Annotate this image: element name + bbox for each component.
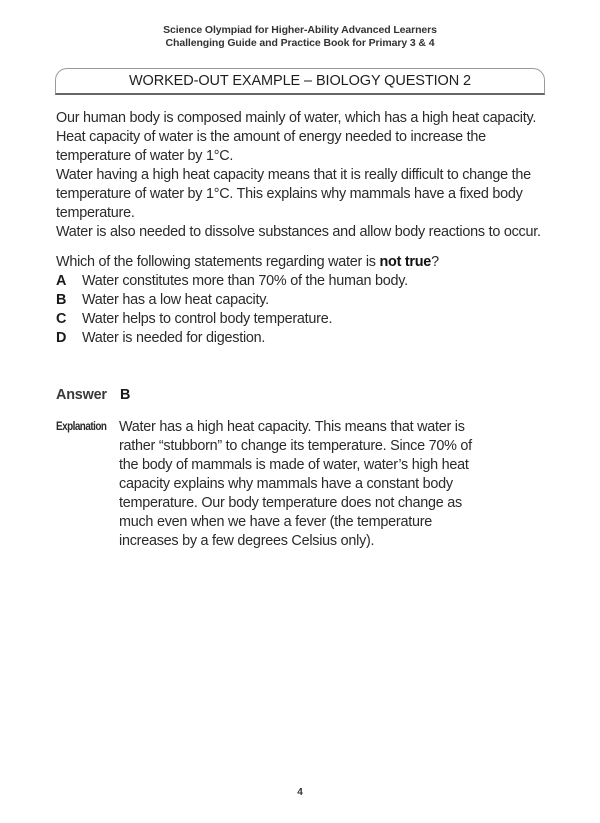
answer-options xyxy=(56,272,556,348)
answer-row xyxy=(56,386,130,405)
running-header xyxy=(0,24,600,50)
explanation-label: Explanation xyxy=(56,421,107,433)
intro-text xyxy=(56,109,556,242)
option-letter: C xyxy=(56,311,67,327)
question-stem-text: Which of the following statements regarding water is xyxy=(56,254,380,270)
option-text: Water constitutes more than 70% of the human body. xyxy=(82,273,408,289)
intro-paragraph: Water is also needed to dissolve substances and allow body reactions to occur. xyxy=(56,224,541,240)
answer-label: Answer xyxy=(56,387,107,403)
section-title: WORKED-OUT EXAMPLE – BIOLOGY QUESTION 2 xyxy=(128,73,472,89)
explanation-row xyxy=(56,418,556,551)
option-text: Water is needed for digestion. xyxy=(82,330,266,346)
option-d xyxy=(56,329,556,348)
option-letter: D xyxy=(56,330,67,346)
page-number: 4 xyxy=(297,787,303,798)
option-text: Water has a low heat capacity. xyxy=(82,292,269,308)
question-stem xyxy=(56,253,556,272)
answer-value: B xyxy=(120,387,131,403)
book-subtitle: Challenging Guide and Practice Book for Primary 3 & 4 xyxy=(165,37,435,49)
option-a xyxy=(56,272,556,291)
book-series-title: Science Olympiad for Higher-Ability Advanced Learners xyxy=(163,24,437,36)
option-c xyxy=(56,310,556,329)
explanation-text: Water has a high heat capacity. This means that water is rather “stubborn” to change its temperature. Since 70% of the body of mammals is made of water, water’s high heat capacity explains why mammals have a constant body temperature. Our body temperature does not change as much even when we have a fever (the temperature increases by a few degrees Celsius only). xyxy=(119,419,472,549)
intro-paragraph: Water having a high heat capacity means that it is really difficult to change the temperature of water by 1°C. This explains why mammals have a fixed body temperature. xyxy=(56,167,531,221)
option-letter: B xyxy=(56,292,67,308)
section-heading-box xyxy=(55,68,545,95)
option-text: Water helps to control body temperature. xyxy=(82,311,333,327)
intro-paragraph: Our human body is composed mainly of water, which has a high heat capacity. Heat capacity of water is the amount of energy needed to increase the temperature of water by 1°C. xyxy=(56,110,537,164)
option-letter: A xyxy=(56,273,67,289)
question-stem-punctuation: ? xyxy=(431,254,439,270)
option-b xyxy=(56,291,556,310)
question xyxy=(56,253,556,348)
question-stem-emphasis: not true xyxy=(379,254,432,270)
